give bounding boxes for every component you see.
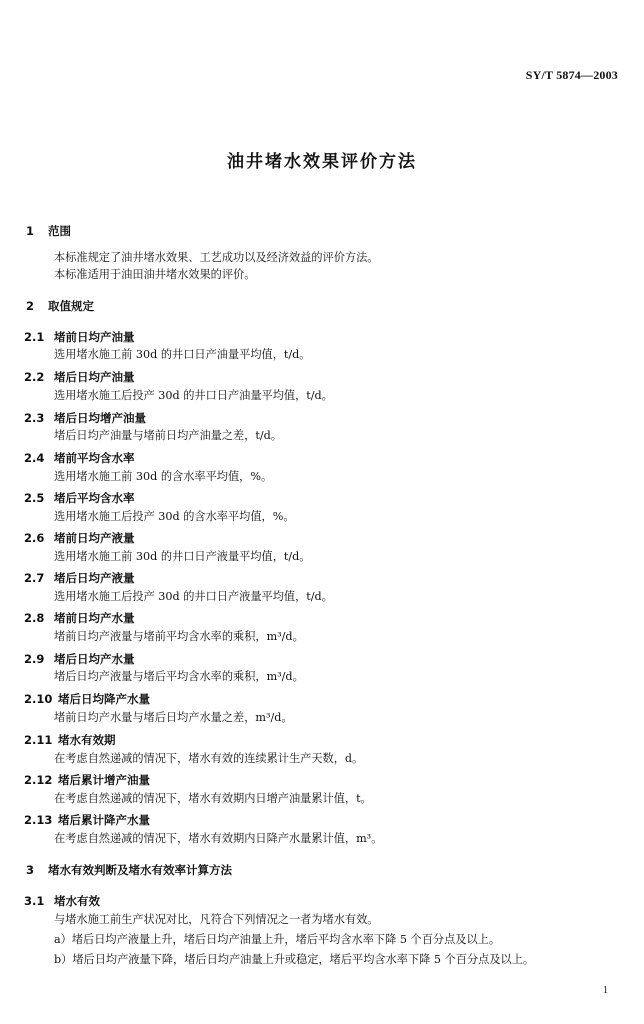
clause-heading: 2.1 堵前日均产油量 [24,330,135,344]
section-number: 3 [26,863,35,877]
clause-text: 选用堵水施工前 30d 的井口日产液量平均值，t/d。 [54,550,311,563]
clause-text: 堵前日均产液量与堵前平均含水率的乘积，m³/d。 [54,630,304,643]
section-number: 1 [26,224,35,238]
section-1-heading [26,224,71,238]
clause-text: 选用堵水施工后投产 30d 的井口日产油量平均值，t/d。 [54,389,333,402]
clause-heading: 2.6 堵前日均产液量 [24,531,135,545]
clause-text: 选用堵水施工后投产 30d 的含水率平均值，%。 [54,510,295,523]
clause-heading: 2.12 堵后累计增产油量 [24,773,150,787]
section-title: 堵水有效判断及堵水有效率计算方法 [48,863,232,877]
section-title: 范围 [48,224,71,238]
section-2-heading [26,299,94,313]
clause-heading: 2.11 堵水有效期 [24,733,116,747]
clause-text: 在考虑自然递减的情况下，堵水有效的连续累计生产天数，d。 [54,752,364,765]
clause-text: 选用堵水施工前 30d 的含水率平均值，%。 [54,470,273,483]
paragraph: 本标准适用于油田油井堵水效果的评价。 [54,268,256,281]
list-item: b）堵后日均产液量下降，堵后日均产油量上升或稳定，堵后平均含水率下降 5 个百分点及以上。 [54,953,535,966]
paragraph: 本标准规定了油井堵水效果、工艺成功以及经济效益的评价方法。 [54,251,379,264]
clause-heading: 2.10 堵后日均降产水量 [24,692,150,706]
clause-heading: 2.5 堵后平均含水率 [24,491,135,505]
section-3-heading [26,863,232,877]
list-item: a）堵后日均产液量上升，堵后日均产油量上升，堵后平均含水率下降 5 个百分点及以上。 [54,933,501,946]
clause-heading: 2.7 堵后日均产液量 [24,571,135,585]
clause-text: 与堵水施工前生产状况对比，凡符合下列情况之一者为堵水有效。 [54,913,379,926]
clause-heading: 3.1 堵水有效 [24,894,100,908]
clause-heading: 2.4 堵前平均含水率 [24,451,135,465]
clause-text: 堵前日均产水量与堵后日均产水量之差，m³/d。 [54,711,293,724]
clause-heading: 2.13 堵后累计降产水量 [24,813,150,827]
section-title: 取值规定 [48,299,94,313]
clause-text: 在考虑自然递减的情况下，堵水有效期内日增产油量累计值，t。 [54,792,372,805]
clause-heading: 2.9 堵后日均产水量 [24,652,135,666]
standard-code: SY/T 5874—2003 [525,68,618,82]
page-number: 1 [603,985,608,996]
clause-text: 堵后日均产油量与堵前日均产油量之差，t/d。 [54,429,282,442]
section-number: 2 [26,299,35,313]
clause-heading: 2.8 堵前日均产水量 [24,611,135,625]
clause-text: 选用堵水施工后投产 30d 的井口日产液量平均值，t/d。 [54,590,333,603]
clause-text: 选用堵水施工前 30d 的井口日产油量平均值，t/d。 [54,348,311,361]
clause-heading: 2.2 堵后日均产油量 [24,370,135,384]
clause-text: 堵后日均产液量与堵后平均含水率的乘积，m³/d。 [54,670,304,683]
clause-heading: 2.3 堵后日均增产油量 [24,411,146,425]
document-title: 油井堵水效果评价方法 [227,152,417,172]
clause-text: 在考虑自然递减的情况下，堵水有效期内日降产水量累计值，m³。 [54,832,383,845]
